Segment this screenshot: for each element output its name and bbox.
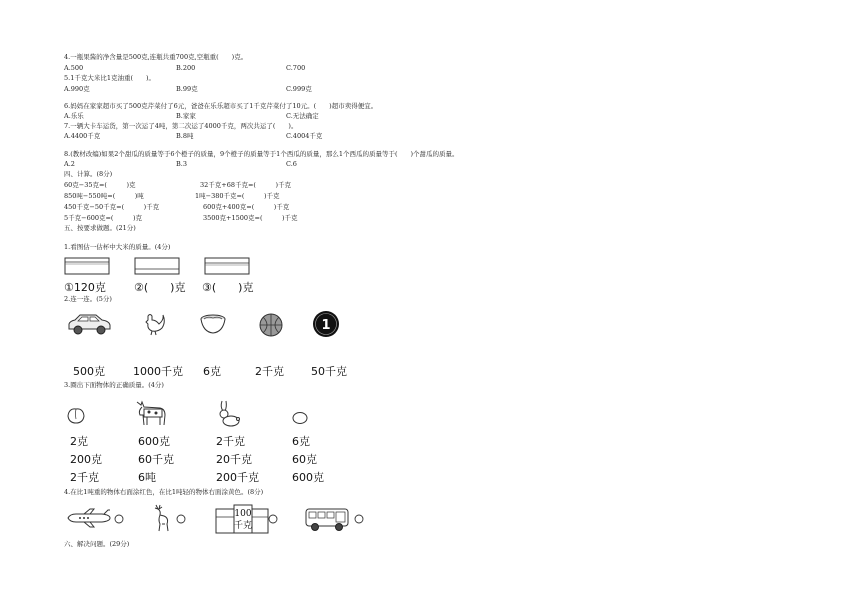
calc-item: 600克+400克=( )千克: [203, 203, 290, 211]
mass-option[interactable]: 20千克: [216, 453, 252, 466]
calc-item: 32千克+68千克=( )千克: [200, 181, 292, 189]
mass-option[interactable]: 600克: [138, 435, 170, 448]
mass-option[interactable]: 6克: [292, 435, 310, 448]
calc-item: 450千克−50千克=( )千克: [64, 203, 160, 211]
calc-item: 60克−35克=( )克: [64, 181, 136, 189]
rice-cup-full: [64, 256, 110, 276]
question-6-stem: 6.妈妈在家家超市买了500克芹菜付了6元，爸爸在乐乐超市买了1千克芹菜付了10元。( )超市卖得便宜。: [64, 102, 378, 110]
match-label: 500克: [73, 365, 105, 378]
question-4-option-b: B.200: [176, 64, 196, 72]
cup-label-1: ①120克: [64, 281, 106, 294]
calc-item: 1吨−380千克=( )千克: [195, 192, 280, 200]
color-circle[interactable]: [268, 514, 278, 524]
cup-label-2: ②( )克: [134, 281, 186, 294]
bowl-icon: [199, 313, 227, 335]
question-5-option-c: C.999克: [286, 85, 312, 93]
ball-icon: [258, 312, 284, 338]
color-circle[interactable]: [176, 514, 186, 524]
bus-icon: [304, 506, 350, 532]
mass-option[interactable]: 60克: [292, 453, 317, 466]
question-4-option-a: A.500: [64, 64, 84, 72]
problem-5-3-stem: 3.圈出下面物体的正确质量。(4分): [64, 381, 164, 389]
mass-option[interactable]: 2千克: [70, 471, 99, 484]
question-6-option-a: A.乐乐: [64, 112, 84, 120]
rice-cup-half: [204, 256, 250, 276]
question-8-option-b: B.3: [176, 160, 187, 168]
problem-5-2-stem: 2.连一连。(5分): [64, 295, 112, 303]
mass-option[interactable]: 200克: [70, 453, 102, 466]
question-4-stem: 4.一瓶果酱的净含量是500克,连瓶共重700克,空瓶重( )克。: [64, 53, 248, 61]
color-circle[interactable]: [354, 514, 364, 524]
match-label: 50千克: [311, 365, 347, 378]
problem-5-1-stem: 1.看图估一估杯中大米的质量。(4分): [64, 243, 171, 251]
question-4-option-c: C.700: [286, 64, 306, 72]
calc-item: 5千克−600克=( )克: [64, 214, 143, 222]
question-5-option-b: B.99克: [176, 85, 198, 93]
crate-text-1: 100: [234, 509, 252, 519]
mass-option[interactable]: 6吨: [138, 471, 156, 484]
question-6-option-b: B.家家: [176, 112, 196, 120]
match-label: 1000千克: [133, 365, 183, 378]
problem-5-4-stem: 4.在比1吨重的物体右面涂红色，在比1吨轻的物体右面涂黄色。(8分): [64, 488, 264, 496]
deer-icon: [150, 504, 172, 532]
question-8-stem: 8.(教材改编)如果2个甜瓜的质量等于6个橙子的质量，9个橙子的质量等于1个西瓜的质量，那么1个西瓜的质量等于( )个甜瓜的质量。: [64, 150, 459, 158]
rice-cup-shallow: [134, 256, 180, 276]
match-label: 2千克: [255, 365, 284, 378]
rooster-icon: [142, 312, 166, 336]
airplane-icon: [66, 508, 112, 528]
cow-icon: [134, 399, 168, 429]
question-8-option-c: C.6: [286, 160, 297, 168]
question-5-option-a: A.990克: [64, 85, 90, 93]
coin-icon: [312, 310, 340, 338]
mass-option[interactable]: 60千克: [138, 453, 174, 466]
rabbit-icon: [214, 399, 242, 429]
mass-option[interactable]: 2千克: [216, 435, 245, 448]
calc-item: 850吨−550吨=( )吨: [64, 192, 144, 200]
question-6-option-c: C.无法确定: [286, 112, 319, 120]
peach-icon: [66, 405, 86, 425]
match-label: 6克: [203, 365, 221, 378]
egg-icon: [292, 411, 308, 425]
question-7-option-c: C.4004千克: [286, 132, 323, 140]
crate-text-2: 千克: [233, 521, 253, 531]
color-circle[interactable]: [114, 514, 124, 524]
mass-option[interactable]: 600克: [292, 471, 324, 484]
mass-option[interactable]: 2克: [70, 435, 88, 448]
coin-value: 1: [321, 318, 331, 333]
section-4-title: 四、计算。(8分): [64, 170, 113, 178]
question-7-stem: 7.一辆大卡车运货，第一次运了4吨，第二次运了4000千克，两次共运了( )。: [64, 122, 298, 130]
question-8-option-a: A.2: [64, 160, 75, 168]
mass-option[interactable]: 200千克: [216, 471, 259, 484]
section-6-title: 六、解决问题。(29分): [64, 540, 130, 548]
section-5-title: 五、按要求做题。(21分): [64, 224, 136, 232]
question-7-option-a: A.4400千克: [64, 132, 101, 140]
crate-icon: [214, 503, 270, 535]
question-5-stem: 5.1千克大米比1克油重( )。: [64, 74, 156, 82]
cup-label-3: ③( )克: [202, 281, 254, 294]
car-icon: [66, 312, 112, 336]
question-7-option-b: B.8吨: [176, 132, 194, 140]
calc-item: 3500克+1500克=( )千克: [203, 214, 298, 222]
